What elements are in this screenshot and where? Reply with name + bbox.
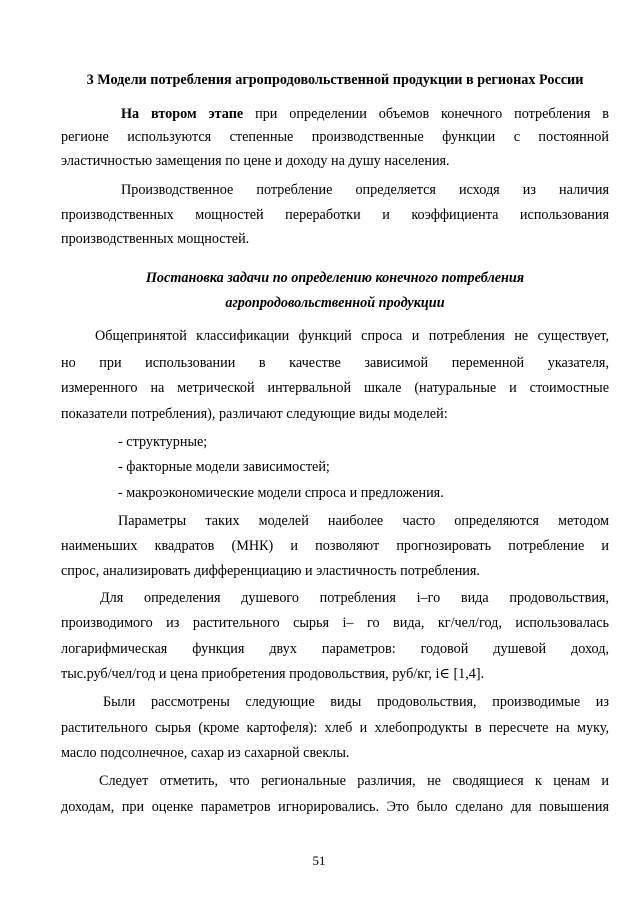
paragraph-2-line-3: производственных мощностей. xyxy=(61,231,250,247)
paragraph-7-line-1: Следует отметить, что региональные различия, не сводящиеся к ценам и xyxy=(99,773,609,789)
subheading-line-1: Постановка задачи по определению конечного потребления xyxy=(145,270,525,286)
paragraph-4-line-1: Параметры таких моделей наиболее часто определяются методом xyxy=(118,513,609,529)
emphasized-term: На втором этапе xyxy=(121,106,244,122)
subheading-line-2: агропродовольственной продукции xyxy=(225,295,445,311)
paragraph-6-line-1: Были рассмотрены следующие виды продовольствия, производимые из xyxy=(103,694,609,710)
page-number: 51 xyxy=(312,853,326,868)
paragraph-3-line-1: Общепринятой классификации функций спроса и потребления не существует, xyxy=(95,328,609,344)
paragraph-1-line-1 xyxy=(121,104,609,124)
paragraph-5-line-2: производимого из растительного сырья i– го вида, кг/чел/год, использовалась xyxy=(61,615,609,631)
paragraph-6-line-2: растительного сырья (кроме картофеля): хлеб и хлебопродукты в пересчете на муку, xyxy=(61,720,609,736)
paragraph-2-line-2: производственных мощностей переработки и коэффициента использования xyxy=(61,207,609,223)
paragraph-6-line-3: масло подсолнечное, сахар из сахарной свеклы. xyxy=(61,745,350,761)
paragraph-1-line-3: эластичностью замещения по цене и доходу на душу населения. xyxy=(61,153,450,169)
paragraph-3-line-3: измеренного на метрической интервальной шкале (натуральные и стоимостные xyxy=(61,380,609,396)
paragraph-3-line-2: но при использовании в качестве зависимой переменной указателя, xyxy=(61,355,609,371)
paragraph-5-line-1: Для определения душевого потребления i–го вида продовольствия, xyxy=(100,590,609,606)
paragraph-5-line-4: тыс.руб/чел/год и цена приобретения продовольствия, руб/кг, i∈ [1,4]. xyxy=(61,666,485,682)
paragraph-1-line-1-text: при определении объемов конечного потребления в xyxy=(243,106,609,122)
list-item: - факторные модели зависимостей; xyxy=(118,459,330,475)
list-item: - структурные; xyxy=(118,434,208,450)
list-item: - макроэкономические модели спроса и предложения. xyxy=(118,485,444,501)
section-heading: 3 Модели потребления агропродовольственной продукции в регионах России xyxy=(86,72,584,88)
paragraph-1-line-2: регионе используются степенные производственные функции с постоянной xyxy=(61,129,609,145)
paragraph-7-line-2: доходам, при оценке параметров игнорировались. Это было сделано для повышения xyxy=(61,799,609,815)
paragraph-4-line-2: наименьших квадратов (МНК) и позволяют прогнозировать потребление и xyxy=(61,538,609,554)
paragraph-5-line-3: логарифмическая функция двух параметров: годовой душевой доход, xyxy=(61,641,609,657)
paragraph-3-line-4: показатели потребления), различают следующие виды моделей: xyxy=(61,406,448,422)
paragraph-2-line-1: Производственное потребление определяется исходя из наличия xyxy=(121,182,609,198)
paragraph-4-line-3: спрос, анализировать дифференциацию и эластичность потребления. xyxy=(61,563,480,579)
